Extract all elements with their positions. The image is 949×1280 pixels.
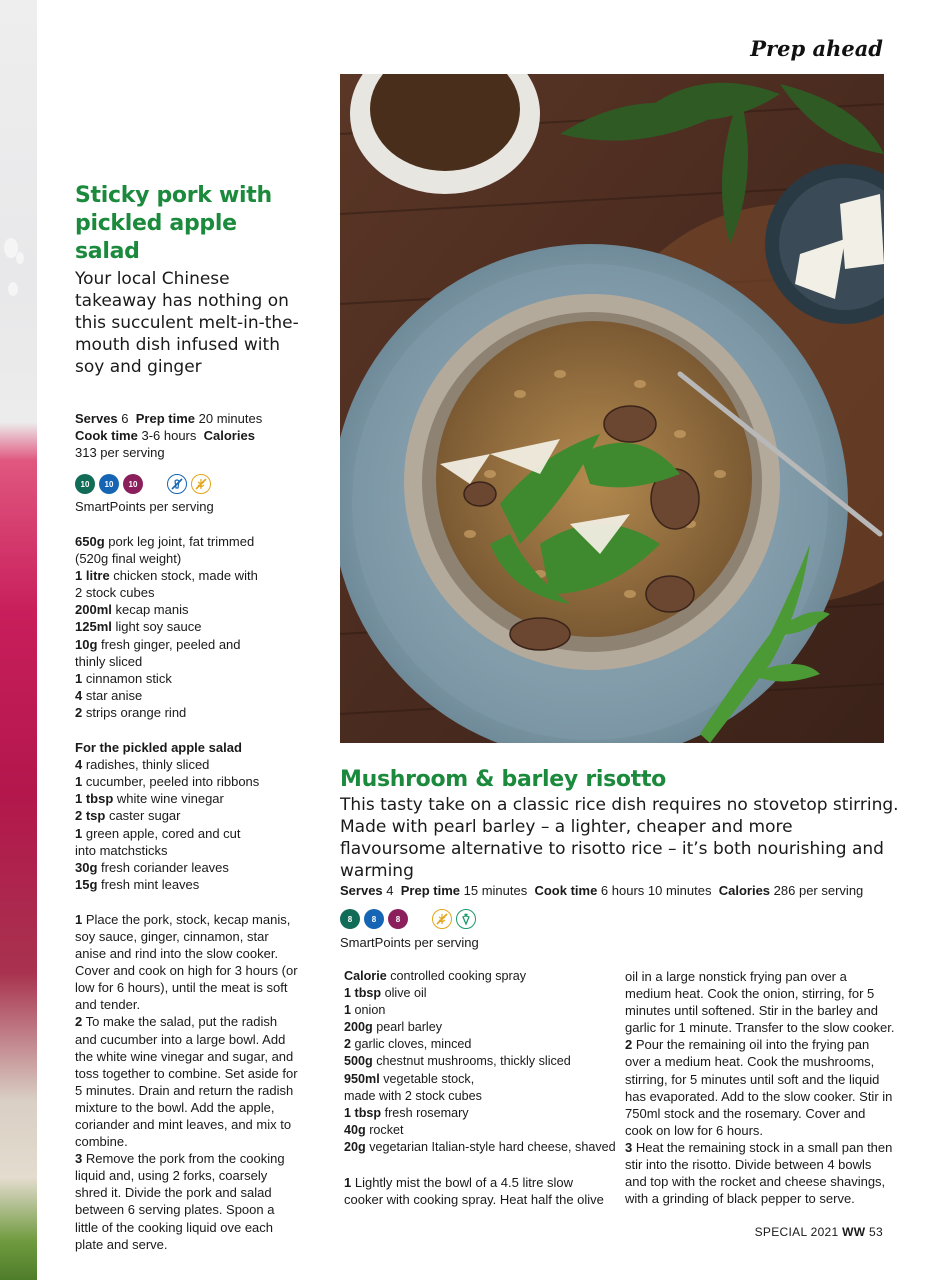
ingredient-qty: 500g <box>344 1054 373 1069</box>
ingredient-item <box>75 653 300 670</box>
title-line: Sticky pork with <box>75 183 272 208</box>
step-number: 2 <box>625 1037 633 1053</box>
brand-label: WW <box>842 1225 866 1239</box>
ingredient-text: light soy sauce <box>111 619 202 635</box>
ingredient-item <box>344 1019 614 1036</box>
recipe-title: Mushroom & barley risotto <box>340 767 666 792</box>
ingredient-text: thinly sliced <box>75 653 143 669</box>
method <box>344 1174 614 1208</box>
ingredient-qty: 4 <box>75 757 83 773</box>
ingredient-item <box>75 859 300 876</box>
ingredient-text: kecap manis <box>111 602 189 618</box>
ingredient-qty: 1 litre <box>75 568 110 584</box>
ingredient-qty: 1 <box>75 670 83 686</box>
method <box>75 911 300 1253</box>
points-purple-badge: 8 <box>388 909 408 929</box>
step-number: 2 <box>75 1014 83 1030</box>
cook-label: Cook time <box>75 428 138 443</box>
ingredient-item <box>75 601 300 618</box>
salad-heading: For the pickled apple salad <box>75 740 242 756</box>
ingredient-qty: 40g <box>344 1122 366 1137</box>
vegetarian-icon <box>456 909 476 929</box>
ingredient-item <box>75 636 300 653</box>
ingredient-qty: Calorie <box>344 969 387 983</box>
edge-photo-strip <box>0 0 37 1280</box>
ingredient-text: fresh mint leaves <box>97 876 200 892</box>
ingredient-item <box>344 1122 614 1139</box>
ingredient-item <box>344 968 614 985</box>
method-step <box>75 911 300 1014</box>
section-title: Prep ahead <box>750 36 883 61</box>
ingredient-list <box>344 968 614 1156</box>
ingredient-item <box>75 550 300 567</box>
serves-value: 4 <box>386 883 394 898</box>
method-step <box>344 1174 614 1208</box>
calories-value: 313 per serving <box>75 445 165 460</box>
ingredient-qty: 125ml <box>75 619 112 635</box>
ingredient-qty: 950ml <box>344 1071 380 1086</box>
ingredient-item <box>75 756 300 773</box>
ingredient-item <box>75 807 300 824</box>
points-blue-badge: 10 <box>99 474 119 494</box>
method-step <box>75 1013 300 1150</box>
points-blue-badge: 8 <box>364 909 384 929</box>
method-step <box>75 1150 300 1253</box>
ingredient-text: pork leg joint, fat trimmed <box>104 534 255 549</box>
points-green-badge: 8 <box>340 909 360 929</box>
ingredient-text: 2 stock cubes <box>75 585 155 601</box>
ingredient-text: vegetable stock, <box>379 1071 475 1086</box>
ingredient-qty: 1 tbsp <box>344 1105 382 1120</box>
ingredient-item <box>344 1105 614 1122</box>
ingredient-item <box>75 773 300 790</box>
ingredient-qty: 2 tsp <box>75 808 106 824</box>
recipe-title <box>75 182 300 266</box>
ingredient-text: chestnut mushrooms, thickly sliced <box>372 1054 571 1069</box>
calories-value: 286 per serving <box>773 883 864 898</box>
step-text: Remove the pork from the cooking liquid and, using 2 forks, coarsely shred it. Divide the pork and salad between 6 serving plates. Spoon a little of the cooking liquid ove each plate and serve. <box>75 1151 285 1252</box>
ingredient-text: fresh rosemary <box>381 1105 469 1120</box>
step-text: oil in a large nonstick frying pan over a medium heat. Cook the onion, stirring, for 5 minutes until softened. Stir in the barley and garlic for 1 minute. Transfer to the slow cooker. <box>625 969 895 1036</box>
step-text: To make the salad, put the radish and cucumber into a large bowl. Add the white wine vinegar and sugar, and toss together to combine. Set aside for 5 minutes. Drain and return the radish mixture to the bowl. Add the apple, coriander and mint leaves, and mix to combine. <box>75 1014 298 1150</box>
smartpoints-row <box>75 473 300 495</box>
left-recipe <box>75 182 300 1253</box>
ingredient-item <box>75 876 300 893</box>
ingredient-item <box>75 618 300 635</box>
ingredient-qty: 4 <box>75 687 83 703</box>
ingredient-text: into matchsticks <box>75 842 168 858</box>
water-drop <box>16 252 24 264</box>
ingredient-qty: 20g <box>344 1139 366 1154</box>
serves-label: Serves <box>75 411 118 426</box>
ingredient-text: chicken stock, made with <box>109 568 258 584</box>
ingredient-item <box>344 1139 614 1156</box>
ingredient-text: olive oil <box>381 986 427 1001</box>
risotto-photo <box>340 74 884 743</box>
ingredient-text: caster sugar <box>105 808 181 824</box>
step-text: Place the pork, stock, kecap manis, soy sauce, ginger, cinnamon, star anise and rind into the slow cooker. Cover and cook on high for 3 hours (or low for 6 hours), until the meat is soft and tender. <box>75 911 298 1013</box>
ingredient-text: vegetarian Italian-style hard cheese, shaved <box>365 1139 616 1154</box>
ingredient-text: star anise <box>82 687 143 703</box>
recipe-meta <box>340 882 863 899</box>
ingredient-list <box>75 533 300 721</box>
prep-value: 15 minutes <box>463 883 528 898</box>
cook-label: Cook time <box>534 883 598 898</box>
page-number: 53 <box>869 1225 883 1239</box>
ingredient-item <box>75 842 300 859</box>
ingredient-qty: 10g <box>75 636 98 652</box>
ingredient-text: made with 2 stock cubes <box>344 1088 482 1103</box>
method-continued <box>625 968 895 1207</box>
no-wheat-icon <box>432 909 452 929</box>
smartpoints-label: SmartPoints per serving <box>340 935 479 950</box>
recipe-intro: Your local Chinese takeaway has nothing on this succulent melt-in-the-mouth dish infused with soy and ginger <box>75 269 299 377</box>
page-footer <box>755 1225 883 1239</box>
title-line: pickled apple salad <box>75 211 237 264</box>
ingredient-text: rocket <box>365 1122 404 1137</box>
calories-label: Calories <box>203 428 255 443</box>
ingredient-text: strips orange rind <box>82 704 187 720</box>
ingredient-qty: 1 <box>344 1003 352 1018</box>
points-purple-badge: 10 <box>123 474 143 494</box>
ingredient-item <box>75 584 300 601</box>
ingredient-qty: 200g <box>344 1020 373 1035</box>
ingredient-text: fresh coriander leaves <box>97 859 229 875</box>
ingredient-item <box>75 790 300 807</box>
issue-label: SPECIAL 2021 <box>754 1225 839 1239</box>
ingredient-item <box>344 1071 614 1088</box>
ingredient-item <box>75 825 300 842</box>
method-step <box>625 968 895 1036</box>
ingredient-item <box>344 1088 614 1105</box>
ingredient-item <box>75 687 300 704</box>
ingredient-text: radishes, thinly sliced <box>82 757 210 773</box>
prep-label: Prep time <box>135 411 195 426</box>
step-text: Lightly mist the bowl of a 4.5 litre slow cooker with cooking spray. Heat half the olive <box>344 1175 604 1208</box>
water-drop <box>8 282 18 296</box>
ingredient-qty: 15g <box>75 876 98 892</box>
ingredient-qty: 1 tbsp <box>75 791 114 807</box>
cook-value: 6 hours 10 minutes <box>600 883 712 898</box>
ingredient-item <box>344 985 614 1002</box>
prep-label: Prep time <box>400 883 460 898</box>
step-text: Heat the remaining stock in a small pan then stir into the risotto. Divide between 4 bowls and top with the rocket and cheese shavings, with a grinding of black pepper to serve. <box>625 1139 893 1207</box>
calories-label: Calories <box>718 883 771 898</box>
ingredient-item <box>344 1002 614 1019</box>
ingredient-item <box>344 1053 614 1070</box>
step-text: Pour the remaining oil into the frying pan over a medium heat. Cook the mushrooms, stirring, for 5 minutes until soft and the liquid has evaporated. Add to the slow cooker. Stir in 750ml stock and the rosemary. Cover and cook on low for 6 hours. <box>625 1037 893 1138</box>
ingredient-text: cucumber, peeled into ribbons <box>82 774 260 790</box>
ingredient-text: fresh ginger, peeled and <box>97 636 241 652</box>
step-number: 3 <box>75 1151 83 1167</box>
step-number: 1 <box>75 911 83 927</box>
ingredient-text: pearl barley <box>372 1020 443 1035</box>
ingredient-text: cinnamon stick <box>82 670 172 686</box>
smartpoints-row <box>340 909 480 929</box>
ingredient-qty: 200ml <box>75 602 112 618</box>
ingredient-item <box>75 670 300 687</box>
ingredient-qty: 1 tbsp <box>344 986 382 1001</box>
ingredient-qty: 1 <box>75 774 83 790</box>
step-number: 1 <box>344 1175 352 1190</box>
ingredient-qty: 1 <box>75 825 83 841</box>
ingredient-text: white wine vinegar <box>113 791 224 807</box>
serves-value: 6 <box>121 411 129 426</box>
ingredient-item <box>75 533 300 550</box>
prep-value: 20 minutes <box>198 411 263 426</box>
ingredient-text: controlled cooking spray <box>386 969 527 983</box>
cook-value: 3-6 hours <box>141 428 197 443</box>
ingredient-text: garlic cloves, minced <box>351 1037 472 1052</box>
ingredient-text: onion <box>351 1003 386 1018</box>
ingredient-item <box>75 704 300 721</box>
ingredient-qty: 650g <box>75 534 105 549</box>
ingredient-qty: 30g <box>75 859 98 875</box>
method-step <box>625 1036 895 1139</box>
recipe-meta <box>75 410 300 461</box>
method-step <box>625 1139 895 1207</box>
ingredient-text: (520g final weight) <box>75 551 182 567</box>
smartpoints-label: SmartPoints per serving <box>75 499 214 514</box>
step-number: 3 <box>625 1139 633 1155</box>
ingredient-qty: 2 <box>344 1037 352 1052</box>
ingredient-item <box>344 1036 614 1053</box>
salad-ingredient-list <box>75 739 300 893</box>
ingredient-text: green apple, cored and cut <box>82 825 241 841</box>
serves-label: Serves <box>340 883 383 898</box>
points-green-badge: 10 <box>75 474 95 494</box>
no-gluten-icon <box>167 474 187 494</box>
recipe-intro: This tasty take on a classic rice dish requires no stovetop stirring. Made with pearl barley – a lighter, cheaper and more flavoursome alternative to risotto rice – it’s both nourishing and warming <box>340 795 899 881</box>
ingredient-qty: 2 <box>75 704 83 720</box>
no-wheat-icon <box>191 474 211 494</box>
ingredient-item <box>75 567 300 584</box>
